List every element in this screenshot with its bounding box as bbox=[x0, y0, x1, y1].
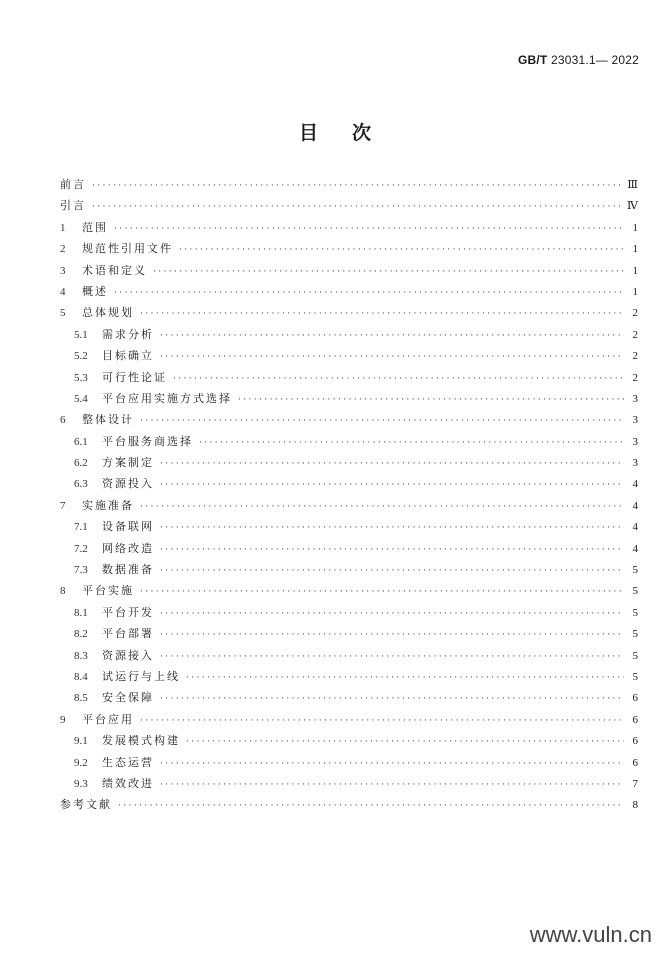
toc-entry-label: 实施准备 bbox=[82, 498, 134, 512]
toc-entry-page: 7 bbox=[632, 777, 638, 790]
toc-entry-page: 2 bbox=[632, 371, 638, 384]
toc-entry-label: 平台应用实施方式选择 bbox=[102, 391, 232, 405]
toc-entry-page: 5 bbox=[632, 564, 638, 577]
toc-leader-dots bbox=[160, 545, 624, 555]
toc-entry-number: 5.3 bbox=[74, 371, 88, 384]
toc-entry-label: 平台开发 bbox=[102, 605, 154, 619]
toc-leader-dots bbox=[173, 374, 624, 384]
toc-entry-label: 总体规划 bbox=[82, 306, 134, 320]
toc-entry-number: 2 bbox=[60, 243, 66, 256]
toc-entry-label: 需求分析 bbox=[102, 327, 154, 341]
toc-entry-label: 规范性引用文件 bbox=[82, 242, 173, 256]
toc-entry-label: 设备联网 bbox=[102, 520, 154, 534]
toc-entry-page: 2 bbox=[632, 328, 638, 341]
toc-entry-label: 术语和定义 bbox=[82, 263, 147, 277]
toc-entry-page: 5 bbox=[632, 585, 638, 598]
toc-entry-number: 8.2 bbox=[74, 628, 88, 641]
toc-leader-dots bbox=[160, 480, 624, 490]
toc-leader-dots bbox=[140, 502, 624, 512]
toc-entry[interactable] bbox=[60, 604, 638, 625]
toc-leader-dots bbox=[160, 609, 624, 619]
toc-entry-label: 可行性论证 bbox=[102, 370, 167, 384]
toc-entry-page: 4 bbox=[632, 499, 638, 512]
table-of-contents bbox=[60, 176, 638, 818]
toc-entry[interactable] bbox=[60, 754, 638, 775]
toc-entry[interactable] bbox=[60, 326, 638, 347]
toc-entry-number: 6.2 bbox=[74, 457, 88, 470]
toc-entry-page: 4 bbox=[632, 542, 638, 555]
toc-entry-number: 9 bbox=[60, 713, 66, 726]
toc-entry-label: 概述 bbox=[82, 284, 108, 298]
toc-entry-label: 平台服务商选择 bbox=[102, 434, 193, 448]
toc-entry-label: 试运行与上线 bbox=[102, 669, 180, 683]
toc-entry-page: 6 bbox=[632, 713, 638, 726]
toc-entry-label: 资源接入 bbox=[102, 648, 154, 662]
toc-entry-page: 5 bbox=[632, 606, 638, 619]
standard-code: 23031.1— 2022 bbox=[547, 53, 639, 67]
toc-leader-dots bbox=[140, 309, 624, 319]
toc-entry-number: 8.4 bbox=[74, 670, 88, 683]
toc-entry-number: 8.5 bbox=[74, 692, 88, 705]
toc-entry[interactable] bbox=[60, 689, 638, 710]
toc-entry-page: 3 bbox=[632, 414, 638, 427]
toc-entry-label: 资源投入 bbox=[102, 477, 154, 491]
toc-entry-page: 8 bbox=[632, 799, 638, 812]
toc-entry-number: 6.3 bbox=[74, 478, 88, 491]
toc-entry[interactable] bbox=[60, 625, 638, 646]
toc-entry-label: 整体设计 bbox=[82, 413, 134, 427]
toc-leader-dots bbox=[160, 694, 624, 704]
toc-entry-label: 前言 bbox=[60, 178, 86, 191]
toc-leader-dots bbox=[199, 438, 624, 448]
toc-leader-dots bbox=[160, 780, 624, 790]
toc-entry[interactable] bbox=[60, 304, 638, 325]
toc-leader-dots bbox=[160, 759, 624, 769]
toc-leader-dots bbox=[160, 652, 624, 662]
toc-entry-page: Ⅳ bbox=[627, 200, 638, 213]
toc-leader-dots bbox=[160, 331, 624, 341]
toc-entry-label: 引言 bbox=[60, 199, 86, 213]
toc-entry[interactable] bbox=[60, 219, 638, 240]
toc-entry-label: 数据准备 bbox=[102, 563, 154, 577]
toc-entry[interactable] bbox=[60, 369, 638, 390]
toc-entry[interactable] bbox=[60, 647, 638, 668]
toc-entry[interactable] bbox=[60, 540, 638, 561]
toc-leader-dots bbox=[160, 523, 624, 533]
toc-entry-label: 方案制定 bbox=[102, 456, 154, 470]
toc-entry-page: 6 bbox=[632, 692, 638, 705]
toc-entry-page: 6 bbox=[632, 756, 638, 769]
toc-entry[interactable] bbox=[60, 197, 638, 218]
toc-entry-page: 1 bbox=[632, 243, 638, 256]
toc-entry[interactable] bbox=[60, 283, 638, 304]
toc-entry[interactable] bbox=[60, 561, 638, 582]
toc-entry-number: 7 bbox=[60, 499, 66, 512]
toc-entry[interactable] bbox=[60, 775, 638, 796]
toc-entry-number: 7.1 bbox=[74, 521, 88, 534]
toc-entry-page: 3 bbox=[632, 392, 638, 405]
toc-entry-label: 目标确立 bbox=[102, 349, 154, 363]
toc-entry-label: 绩效改进 bbox=[102, 776, 154, 790]
standard-prefix: GB/T bbox=[517, 53, 548, 67]
toc-entry-label: 平台部署 bbox=[102, 627, 154, 641]
toc-leader-dots bbox=[160, 566, 624, 576]
toc-leader-dots bbox=[153, 267, 624, 277]
toc-leader-dots bbox=[160, 352, 624, 362]
toc-entry-number: 5.2 bbox=[74, 350, 88, 363]
toc-entry[interactable] bbox=[60, 668, 638, 689]
page-title: 目次 bbox=[298, 122, 405, 144]
toc-entry-label: 参考文献 bbox=[60, 798, 112, 812]
toc-entry[interactable] bbox=[60, 582, 638, 603]
toc-entry-number: 9.2 bbox=[74, 756, 88, 769]
toc-entry[interactable] bbox=[60, 347, 638, 368]
toc-entry-number: 7.2 bbox=[74, 542, 88, 555]
toc-leader-dots bbox=[114, 288, 624, 298]
toc-entry[interactable] bbox=[60, 711, 638, 732]
toc-entry-page: 5 bbox=[632, 628, 638, 641]
toc-entry-label: 平台实施 bbox=[82, 584, 134, 598]
toc-leader-dots bbox=[118, 801, 624, 811]
toc-entry-page: 4 bbox=[632, 478, 638, 491]
toc-entry-page: 4 bbox=[632, 521, 638, 534]
toc-entry-page: 5 bbox=[632, 649, 638, 662]
toc-entry-number: 5 bbox=[60, 307, 66, 320]
toc-entry-number: 8 bbox=[60, 585, 66, 598]
toc-leader-dots bbox=[114, 224, 624, 234]
toc-entry-number: 5.4 bbox=[74, 392, 88, 405]
toc-entry-page: 1 bbox=[632, 264, 638, 277]
toc-entry-number: 8.3 bbox=[74, 649, 88, 662]
toc-entry[interactable] bbox=[60, 262, 638, 283]
toc-entry-page: 5 bbox=[632, 670, 638, 683]
toc-entry-number: 3 bbox=[60, 264, 66, 277]
toc-entry-label: 发展模式构建 bbox=[102, 734, 180, 748]
toc-leader-dots bbox=[140, 416, 624, 426]
toc-entry[interactable] bbox=[60, 732, 638, 753]
toc-entry-page: 1 bbox=[632, 221, 638, 234]
toc-leader-dots bbox=[160, 630, 624, 640]
toc-entry-number: 8.1 bbox=[74, 606, 88, 619]
toc-entry-label: 范围 bbox=[82, 220, 108, 234]
toc-entry[interactable] bbox=[60, 240, 638, 261]
toc-leader-dots bbox=[186, 737, 624, 747]
toc-entry-page: 2 bbox=[632, 350, 638, 363]
toc-entry-number: 6.1 bbox=[74, 435, 88, 448]
toc-entry-number: 9.3 bbox=[74, 777, 88, 790]
toc-entry-number: 4 bbox=[60, 285, 66, 298]
watermark: www.vuln.cn bbox=[529, 922, 652, 947]
toc-entry[interactable] bbox=[60, 176, 638, 197]
toc-entry[interactable] bbox=[60, 433, 638, 454]
toc-entry-page: 1 bbox=[632, 285, 638, 298]
toc-entry-label: 网络改造 bbox=[102, 541, 154, 555]
toc-entry-page: 3 bbox=[632, 457, 638, 470]
toc-leader-dots bbox=[92, 202, 623, 212]
standard-number-header bbox=[518, 53, 639, 67]
toc-entry-page: Ⅲ bbox=[627, 179, 638, 191]
toc-leader-dots bbox=[238, 395, 624, 405]
toc-entry[interactable] bbox=[60, 497, 638, 518]
toc-entry-page: 6 bbox=[632, 735, 638, 748]
toc-entry[interactable] bbox=[60, 411, 638, 432]
toc-leader-dots bbox=[92, 181, 623, 191]
toc-entry[interactable] bbox=[60, 475, 638, 496]
toc-leader-dots bbox=[140, 716, 624, 726]
toc-leader-dots bbox=[160, 459, 624, 469]
toc-entry-label: 安全保障 bbox=[102, 691, 154, 705]
toc-entry-number: 1 bbox=[60, 221, 66, 234]
toc-entry-label: 平台应用 bbox=[82, 712, 134, 726]
toc-entry-page: 2 bbox=[632, 307, 638, 320]
toc-entry[interactable] bbox=[60, 518, 638, 539]
toc-leader-dots bbox=[186, 673, 624, 683]
toc-entry-number: 7.3 bbox=[74, 564, 88, 577]
toc-entry-page: 3 bbox=[632, 435, 638, 448]
toc-entry[interactable] bbox=[60, 454, 638, 475]
toc-entry[interactable] bbox=[60, 796, 638, 817]
toc-leader-dots bbox=[179, 245, 624, 255]
toc-entry-number: 6 bbox=[60, 414, 66, 427]
toc-entry-number: 9.1 bbox=[74, 735, 88, 748]
toc-entry-number: 5.1 bbox=[74, 328, 88, 341]
toc-entry-label: 生态运营 bbox=[102, 755, 154, 769]
toc-leader-dots bbox=[140, 587, 624, 597]
toc-entry[interactable] bbox=[60, 390, 638, 411]
